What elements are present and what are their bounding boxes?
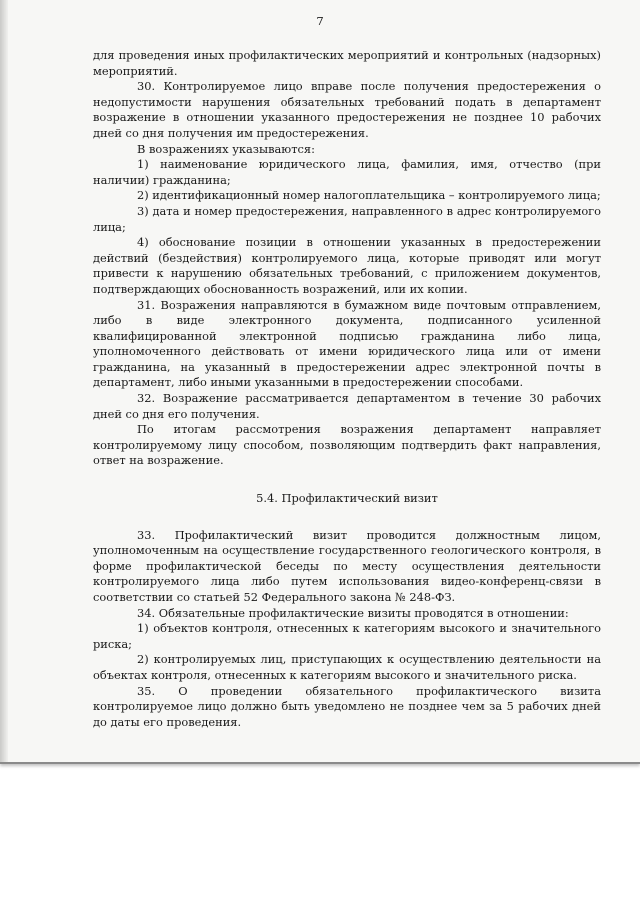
visit-list-item-2: 2) контролируемых лиц, приступающих к осуществлению деятельности на объектах контроля, отнесенных к категориям высокого и значительного риска.	[93, 652, 601, 682]
paragraph-review-result: По итогам рассмотрения возражения департамент направляет контролируемому лицу способом, позволяющим подтвердить факт направления, ответ на возражение.	[93, 422, 601, 468]
paragraph-continuation: для проведения иных профилактических мероприятий и контрольных (надзорных) мероприятий.	[93, 48, 601, 78]
paragraph-32: 32. Возражение рассматривается департаментом в течение 30 рабочих дней со дня его получения.	[93, 391, 601, 421]
document-body	[93, 48, 601, 730]
paragraph-34: 34. Обязательные профилактические визиты проводятся в отношении:	[137, 605, 569, 620]
list-item-4: 4) обоснование позиции в отношении указанных в предостережении действий (бездействия) контролируемого лица, которые приводят или могут привести к нарушению обязательных требований, с приложением документов, подтверждающих обоснованность возражений, или их копии.	[93, 235, 601, 296]
paragraph-35: 35. О проведении обязательного профилактического визита контролируемое лицо должно быть уведомлено не позднее чем за 5 рабочих дней до даты его проведения.	[93, 683, 601, 729]
list-item-2: 2) идентификационный номер налогоплательщика – контролируемого лица;	[137, 188, 601, 203]
page-number: 7	[316, 14, 324, 28]
visit-list-item-1: 1) объектов контроля, отнесенных к категориям высокого и значительного риска;	[93, 621, 601, 651]
scan-edge-shadow	[0, 0, 8, 762]
section-heading: 5.4. Профилактический визит	[256, 491, 438, 506]
list-item-1: 1) наименование юридического лица, фамилия, имя, отчество (при наличии) гражданина;	[93, 157, 601, 187]
paragraph-30: 30. Контролируемое лицо вправе после получения предостережения о недопустимости нарушения обязательных требований подать в департамент возражение в отношении указанного предостережения не позднее 10 рабочих дней со дня получения им предостережения.	[93, 79, 601, 140]
paragraph-31: 31. Возражения направляются в бумажном виде почтовым отправлением, либо в виде электронного документа, подписанного усиленной квалифицированной электронной подписью гражданина либо лица, уполномоченного действовать от имени юридического лица или от имени гражданина, на указанный в предостережении адрес электронной почты в департамент, либо иными указанными в предостережении способами.	[93, 297, 601, 390]
list-item-3: 3) дата и номер предостережения, направленного в адрес контролируемого лица;	[93, 203, 601, 234]
paragraph-33: 33. Профилактический визит проводится должностным лицом, уполномоченным на осуществление государственного геологического контроля, в форме профилактической беседы по месту осуществления деятельности контролируемого лица либо путем использования видео-конференц-связи в соответствии со статьей 52 Федерального закона № 248-ФЗ.	[93, 527, 601, 604]
paragraph-objections-intro: В возражениях указываются:	[137, 141, 315, 156]
